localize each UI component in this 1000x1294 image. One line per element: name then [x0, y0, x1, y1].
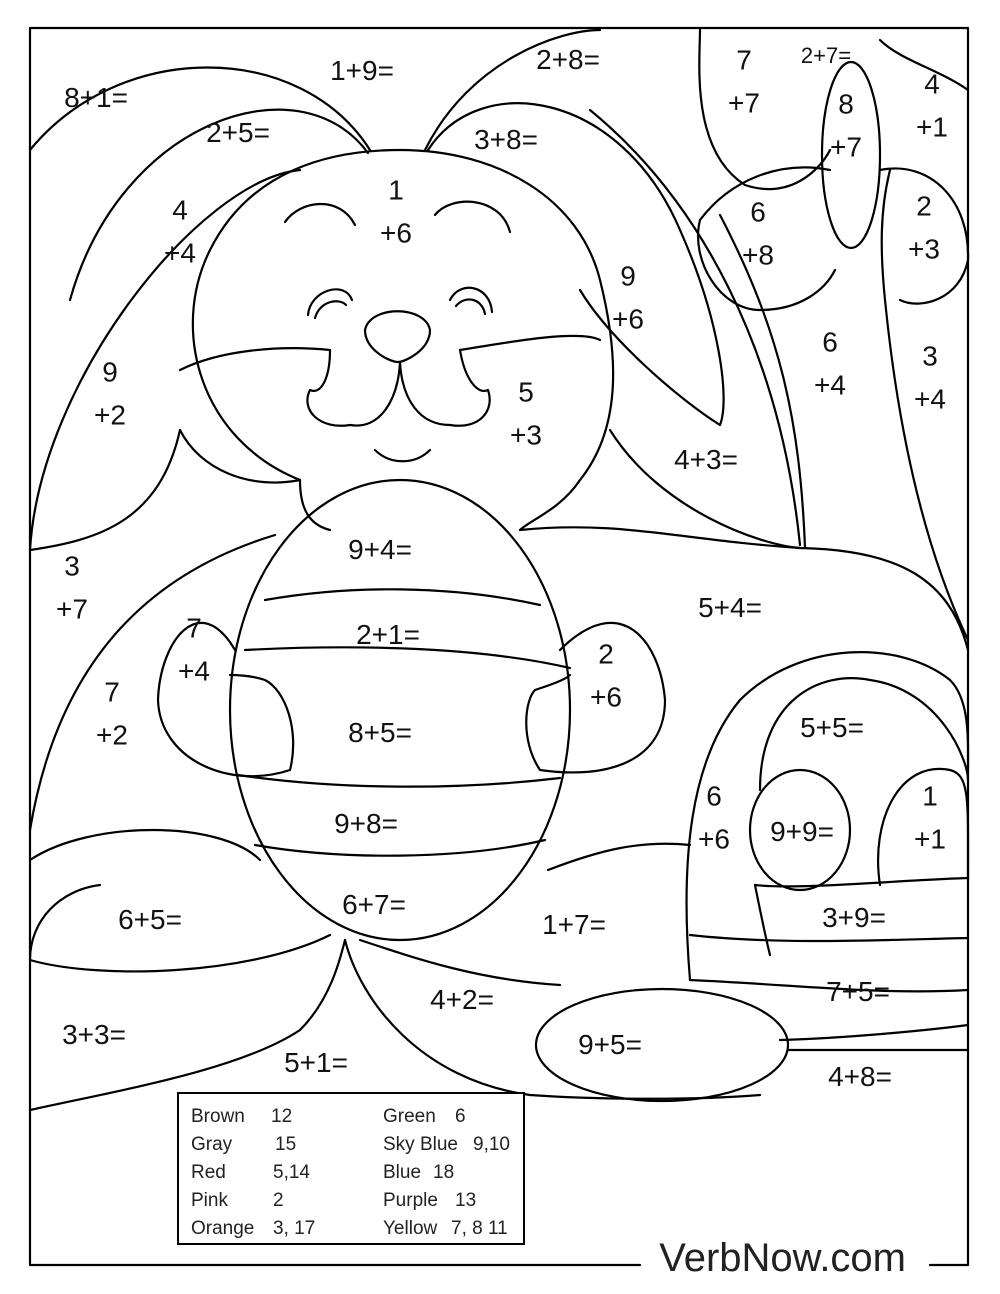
region-label-9plus4: 9+4= [348, 534, 412, 565]
region-label-3plus4: 3 +4 [914, 340, 946, 415]
region-label-3plus8: 3+8= [474, 124, 538, 155]
region-label-7plus4: 7 +4 [178, 612, 210, 687]
region-label-2plus8: 2+8= [536, 44, 600, 75]
region-label-9plus5: 9+5= [578, 1029, 642, 1060]
region-label-1plus7: 1+7= [542, 909, 606, 940]
region-label-5plus3: 5 +3 [510, 376, 542, 451]
region-label-8plus7: 8 +7 [830, 88, 862, 163]
basket-bottom [780, 1025, 968, 1040]
region-label-7plus7: 7 +7 [728, 44, 760, 119]
ground-mid [345, 940, 760, 1099]
region-label-5plus1: 5+1= [284, 1047, 348, 1078]
basket-rim [755, 878, 968, 886]
legend-item: Yellow 7, 8 11 [383, 1218, 508, 1239]
region-label-2plus6: 2 +6 [590, 638, 622, 713]
egg-stripe1 [265, 589, 540, 605]
region-label-9plus6: 9 +6 [612, 260, 644, 335]
region-label-8plus5: 8+5= [348, 717, 412, 748]
small-egg [536, 989, 788, 1101]
region-label-7plus2: 7 +2 [96, 676, 128, 751]
region-label-6plus6: 6 +6 [698, 780, 730, 855]
face-band-left [180, 348, 330, 370]
face-band-right [460, 336, 600, 350]
region-label-4plus3: 4+3= [674, 444, 738, 475]
leg-right [548, 844, 690, 870]
color-legend [177, 1092, 525, 1245]
legend-item: Blue 18 [383, 1162, 455, 1183]
region-label-3plus7: 3 +7 [56, 550, 88, 625]
region-label-7plus5: 7+5= [826, 976, 890, 1007]
mouth [375, 450, 430, 461]
legend-item: Brown 12 [191, 1106, 293, 1127]
ground-right [360, 940, 560, 985]
left-brow [285, 204, 355, 225]
egg-stripe4 [255, 840, 545, 856]
egg-stripe3 [238, 775, 560, 787]
region-label-6plus5: 6+5= [118, 904, 182, 935]
right-brow [435, 202, 510, 232]
egg-stripe2 [245, 647, 570, 668]
region-label-6plus8: 6 +8 [742, 196, 774, 271]
region-label-5plus4: 5+4= [698, 592, 762, 623]
region-label-9plus9: 9+9= [770, 816, 834, 847]
legend-item: Gray 15 [191, 1134, 297, 1155]
left-foot [30, 830, 260, 860]
region-label-2plus5: 2+5= [206, 117, 270, 148]
nose [365, 311, 430, 362]
region-label-3plus3: 3+3= [62, 1019, 126, 1050]
region-label-4plus2: 4+2= [430, 984, 494, 1015]
region-label-9plus2: 9 +2 [94, 356, 126, 431]
region-label-3plus9: 3+9= [822, 902, 886, 933]
legend-item: Sky Blue 9,10 [383, 1134, 510, 1155]
right-eye-inner [456, 299, 485, 314]
region-label-4plus1: 4 +1 [916, 68, 948, 143]
region-label-6plus4: 6 +4 [814, 326, 846, 401]
legend-item: Red 5,14 [191, 1162, 310, 1183]
region-label-1plus1: 1 +1 [914, 780, 946, 855]
left-eye-inner [315, 301, 346, 318]
region-label-2plus3: 2 +3 [908, 190, 940, 265]
region-label-2plus7: 2+7= [800, 43, 852, 68]
legend-item: Green 6 [383, 1106, 466, 1127]
region-label-1plus9: 1+9= [330, 55, 394, 86]
basket-egg-top [760, 678, 968, 790]
body-right [520, 527, 968, 650]
site-brand: VerbNow.com [649, 1236, 916, 1281]
region-label-6plus7: 6+7= [342, 889, 406, 920]
region-label-1plus6: 1 +6 [380, 174, 412, 249]
tree-branch [180, 430, 300, 483]
region-label-5plus5: 5+5= [800, 712, 864, 743]
region-label-4plus4: 4 +4 [164, 194, 196, 269]
region-label-2plus1: 2+1= [356, 619, 420, 650]
right-ear-inner [428, 103, 724, 425]
legend-item: Purple 13 [383, 1190, 477, 1211]
head-lower [300, 480, 330, 530]
basket-side [755, 885, 770, 955]
legend-item: Orange 3, 17 [191, 1218, 316, 1239]
region-label-4plus8: 4+8= [828, 1061, 892, 1092]
legend-item: Pink 2 [191, 1190, 284, 1211]
region-label-9plus8: 9+8= [334, 808, 398, 839]
region-label-8plus1: 8+1= [64, 82, 128, 113]
basket-band1 [690, 935, 968, 941]
